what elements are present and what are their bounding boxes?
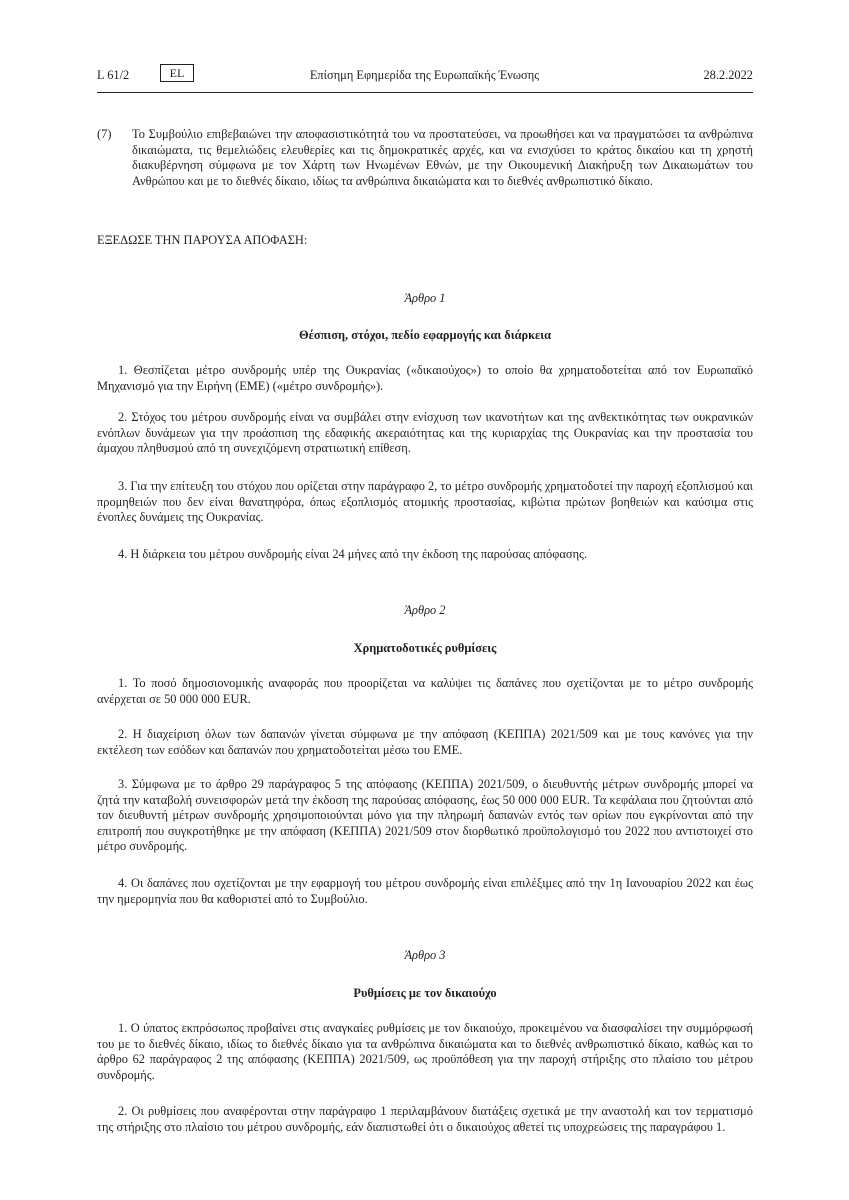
article-2-paragraph-3: 3. Σύμφωνα με το άρθρο 29 παράγραφος 5 της απόφασης (ΚΕΠΠΑ) 2021/509, ο διευθυντής μέτρων συνδρομής μπορεί να ζητά την καταβολή συνεισφορών μετά την έκδοση της παρούσας απόφασης, έως 50 000 000 EUR. Τα κεφάλαια που ζητούνται από τον διευθυντή μέτρων συνδρομής χρησιμοποιούνται μόνο για την πληρωμή δαπανών εντός των ορίων που εγκρίνονται από την επιτροπή που συγκροτήθηκε με την απόφαση (ΚΕΠΠΑ) 2021/509 στον διορθωτικό προϋπολογισμό του 2022 που αντιστοιχεί στο μέτρο συνδρομής.: [97, 777, 753, 854]
recital-number: (7): [97, 127, 112, 141]
article-1-paragraph-4: 4. Η διάρκεια του μέτρου συνδρομής είναι 24 μήνες από την έκδοση της παρούσας απόφασης.: [118, 547, 588, 561]
journal-reference: L 61/2: [97, 68, 130, 82]
article-1-title: Θέσπιση, στόχοι, πεδίο εφαρμογής και διάρκεια: [298, 328, 552, 342]
article-1-number: Άρθρο 1: [404, 291, 446, 305]
article-3-paragraph-1: 1. Ο ύπατος εκπρόσωπος προβαίνει στις αναγκαίες ρυθμίσεις με τον δικαιούχο, προκειμένου να διασφαλίσει την συμμόρφωσή του με το διεθνές δίκαιο, ιδίως το διεθνές δίκαιο για τα ανθρώπινα δικαιώματα και το διεθνές ανθρωπιστικό δίκαιο, καθώς και το άρθρο 62 παράγραφος 2 της απόφασης (ΚΕΠΠΑ) 2021/509, ως προϋπόθεση για την παροχή στήριξης στο πλαίσιο του μέτρου συνδρομής.: [97, 1021, 753, 1082]
language-badge: EL: [160, 64, 194, 82]
article-2-number: Άρθρο 2: [404, 603, 446, 617]
recital-text: Το Συμβούλιο επιβεβαιώνει την αποφασιστικότητά του να προστατεύσει, να προωθήσει και να πραγματώσει τα ανθρώπινα δικαιώματα, τις θεμελιώδεις ελευθερίες και τις δημοκρατικές αρχές, και να ενισχύσει το κράτος δικαίου και τη χρηστή διακυβέρνηση σύμφωνα με τον Χάρτη των Ηνωμένων Εθνών, με την Οικουμενική Διακήρυξη των Δικαιωμάτων του Ανθρώπου και με το διεθνές δίκαιο, ιδίως τα ανθρώπινα δικαιώματα και το διεθνές ανθρωπιστικό δίκαιο.: [132, 127, 753, 188]
recital-7: [97, 127, 753, 189]
article-3-title: Ρυθμίσεις με τον δικαιούχο: [353, 986, 497, 1000]
article-1-paragraph-2: 2. Στόχος του μέτρου συνδρομής είναι να συμβάλει στην ενίσχυση των ικανοτήτων και της ανθεκτικότητας των ουκρανικών ενόπλων δυνάμεων για την προάσπιση της εδαφικής ακεραιότητας και της κυριαρχίας της Ουκρανίας και την προστασία του άμαχου πληθυσμού από τη συνεχιζόμενη στρατιωτική επίθεση.: [97, 410, 753, 456]
article-2-paragraph-2: 2. Η διαχείριση όλων των δαπανών γίνεται σύμφωνα με την απόφαση (ΚΕΠΠΑ) 2021/509 και με τους κανόνες για την εκτέλεση των εσόδων και δαπανών που χρηματοδοτείται μέσω του ΕΜΕ.: [97, 727, 753, 757]
article-1-paragraph-3: 3. Για την επίτευξη του στόχου που ορίζεται στην παράγραφο 2, το μέτρο συνδρομής χρηματοδοτεί την παροχή εξοπλισμού και προμηθειών που δεν είναι θανατηφόρα, όπως εξοπλισμός ατομικής προστασίας, κιβώτια πρώτων βοηθειών και καύσιμα στις ένοπλες δυνάμεις της Ουκρανίας.: [97, 479, 753, 525]
journal-title: Επίσημη Εφημερίδα της Ευρωπαϊκής Ένωσης: [309, 68, 540, 82]
page-header: [0, 64, 849, 84]
article-3-number: Άρθρο 3: [404, 948, 446, 962]
article-3-paragraph-2: 2. Οι ρυθμίσεις που αναφέρονται στην παράγραφο 1 περιλαμβάνουν διατάξεις σχετικά με την αναστολή και τον τερματισμό της στήριξης στο πλαίσιο του μέτρου συνδρομής, εάν διαπιστωθεί ότι ο δικαιούχος αθετεί τις υποχρεώσεις της παραγράφου 1.: [97, 1104, 753, 1134]
header-rule: [97, 92, 753, 93]
article-2-paragraph-1: 1. Το ποσό δημοσιονομικής αναφοράς που προορίζεται να καλύψει τις δαπάνες που σχετίζονται με το μέτρο συνδρομής ανέρχεται σε 50 000 000 EUR.: [97, 676, 753, 706]
article-2-paragraph-4: 4. Οι δαπάνες που σχετίζονται με την εφαρμογή του μέτρου συνδρομής είναι επιλέξιμες από την 1η Ιανουαρίου 2022 και έως την ημερομηνία που θα καθοριστεί από το Συμβούλιο.: [97, 876, 753, 906]
article-2-title: Χρηματοδοτικές ρυθμίσεις: [353, 641, 497, 655]
enacting-formula: ΕΞΕΔΩΣΕ ΤΗΝ ΠΑΡΟΥΣΑ ΑΠΟΦΑΣΗ:: [97, 233, 308, 247]
publication-date: 28.2.2022: [703, 68, 753, 82]
article-1-paragraph-1: 1. Θεσπίζεται μέτρο συνδρομής υπέρ της Ουκρανίας («δικαιούχος») το οποίο θα χρηματοδοτείται από τον Ευρωπαϊκό Μηχανισμό για την Ειρήνη (ΕΜΕ) («μέτρο συνδρομής»).: [97, 363, 753, 393]
